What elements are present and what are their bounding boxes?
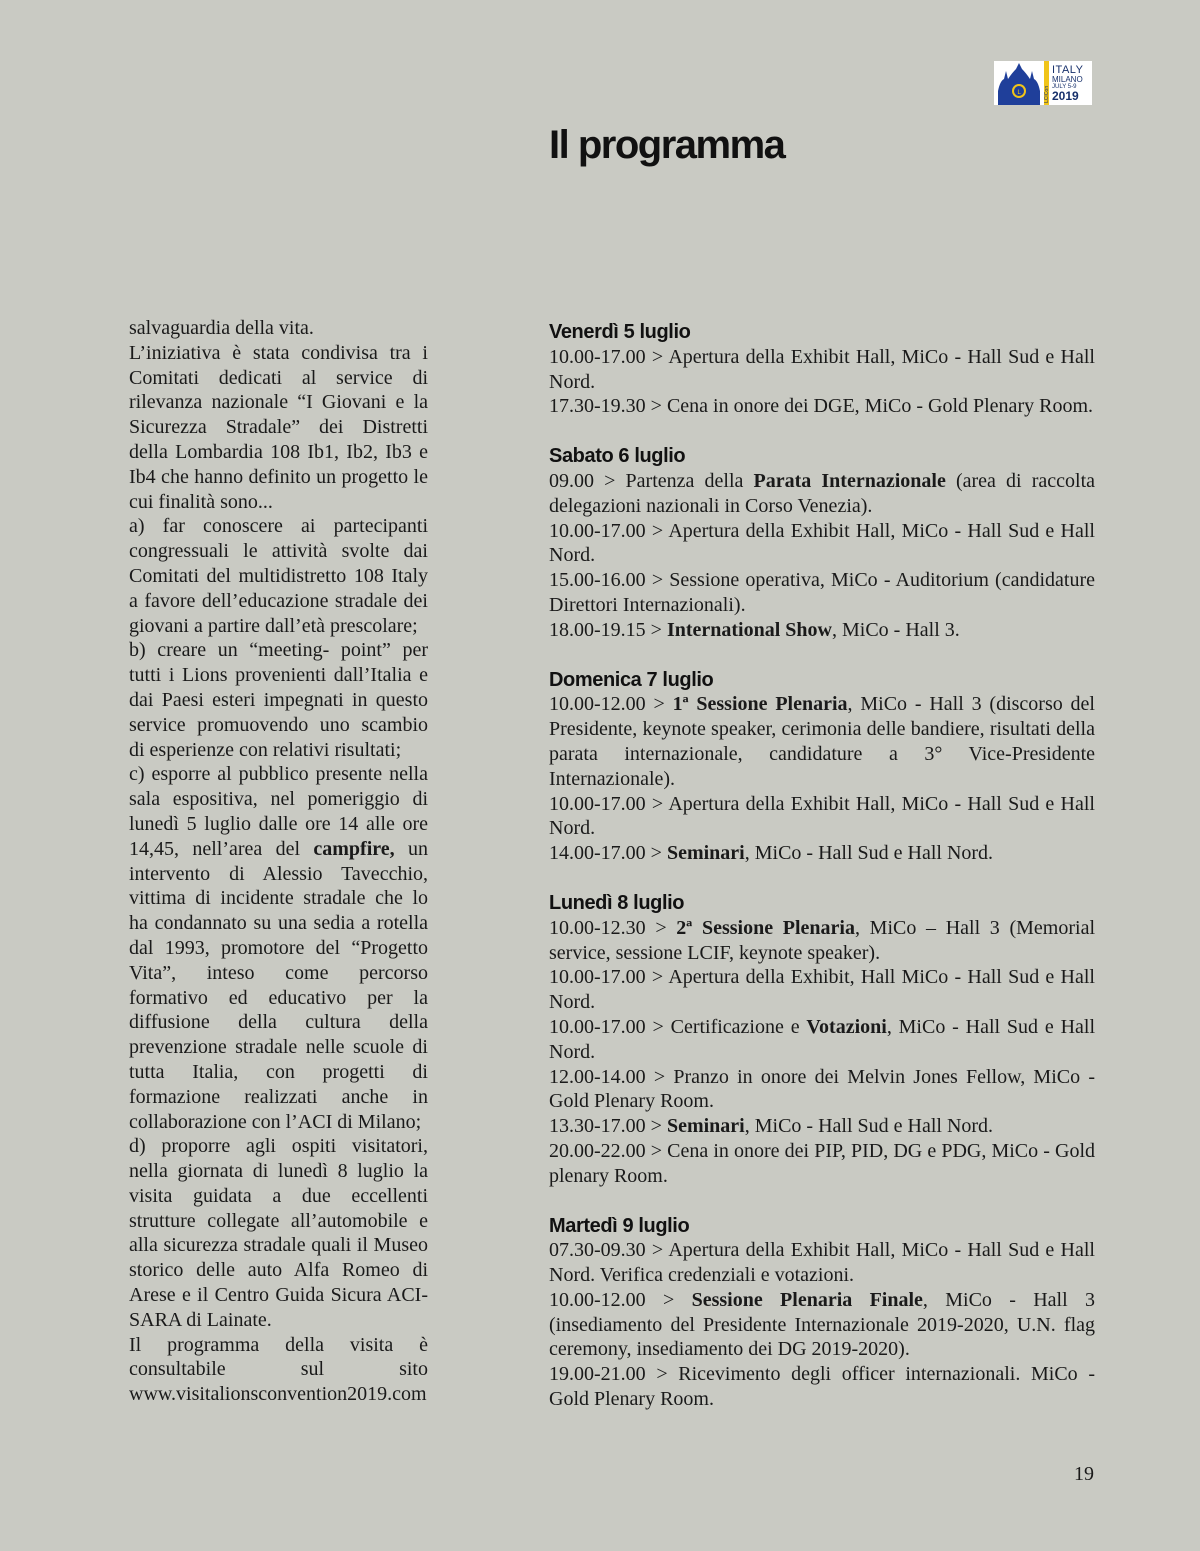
paragraph: L’iniziativa è stata condivisa tra i Comitati dedicati al service di rilevanza nazionale “I Giovani e la Sicurezza Stradale” dei Distretti della Lombardia 108 Ib1, Ib2, Ib3 e Ib4 che hanno definito un progetto le cui finalità sono...: [129, 341, 428, 513]
event-highlight: Parata Internazionale: [753, 469, 946, 492]
schedule-entry: 14.00-17.00 > Seminari, MiCo - Hall Sud e Hall Nord.: [549, 842, 994, 865]
day-section: [549, 444, 1095, 642]
schedule-entry: 10.00-17.00 > Apertura della Exhibit Hall, MiCo - Hall Sud e Hall Nord.: [549, 519, 1095, 567]
event-highlight: 2ª Sessione Plenaria: [676, 916, 855, 939]
schedule-entry: 07.30-09.30 > Apertura della Exhibit Hall, MiCo - Hall Sud e Hall Nord. Verifica credenziali e votazioni.: [549, 1239, 1095, 1287]
logo-wordmark: [1049, 61, 1092, 105]
schedule-entry: 17.30-19.30 > Cena in onore dei DGE, MiCo - Gold Plenary Room.: [549, 395, 1093, 418]
bold-term: campfire,: [313, 837, 395, 860]
day-section: [549, 668, 1095, 866]
day-heading: Domenica 7 luglio: [549, 668, 714, 691]
day-heading: Lunedì 8 luglio: [549, 891, 685, 914]
svg-text:L: L: [1017, 89, 1021, 96]
day-heading: Martedì 9 luglio: [549, 1214, 690, 1237]
schedule-entry: 10.00-17.00 > Apertura della Exhibit Hall, MiCo - Hall Sud e Hall Nord.: [549, 792, 1095, 840]
event-highlight: International Show: [666, 618, 832, 641]
logo-city: MILANO: [1052, 74, 1083, 84]
paragraph: b) creare un “meeting- point” per tutti i Lions provenienti dall’Italia e dai Paesi esteri impegnati in questo service promuovendo uno scambio di esperienze con relativi risultati;: [129, 639, 428, 761]
day-heading: Sabato 6 luglio: [549, 445, 686, 468]
schedule-entry: 09.00 > Partenza della Parata Internazionale (area di raccolta delegazioni nazionali in Corso Venezia).: [549, 469, 1096, 517]
paragraph: d) proporre agli ospiti visitatori, nella giornata di lunedì 8 luglio la visita guidata a due eccellenti strutture collegate all’automobile e alla sicurezza stradale quali il Museo storico delle auto Alfa Romeo di Arese e il Centro Guida Sicura ACI-SARA di Lainate.: [129, 1135, 428, 1331]
schedule-entry: 10.00-17.00 > Certificazione e Votazioni, MiCo - Hall Sud e Hall Nord.: [549, 1015, 1095, 1063]
logo-dates: JULY 5-9: [1052, 83, 1077, 90]
page-number: 19: [1074, 1463, 1094, 1485]
event-highlight: Seminari: [666, 1115, 745, 1138]
schedule-entry: 18.00-19.15 > International Show, MiCo - Hall 3.: [549, 618, 960, 641]
paragraph: salvaguardia della vita.: [129, 317, 314, 339]
schedule-entry: 19.00-21.00 > Ricevimento degli officer internazionali. MiCo - Gold Plenary Room.: [549, 1363, 1095, 1411]
svg-text:LCICon: LCICon: [1044, 85, 1050, 103]
day-section: [549, 891, 1095, 1189]
schedule-entry: 10.00-17.00 > Apertura della Exhibit Hall, MiCo - Hall Sud e Hall Nord.: [549, 345, 1095, 393]
logo-accent-bar: [1044, 61, 1049, 105]
schedule-entry: 10.00-12.30 > 2ª Sessione Plenaria, MiCo – Hall 3 (Memorial service, sessione LCIF, keynote speaker).: [549, 916, 1096, 964]
event-highlight: 1ª Sessione Plenaria: [672, 693, 848, 716]
event-logo: [994, 61, 1092, 105]
day-section: [549, 320, 1095, 419]
day-section: [549, 1214, 1095, 1412]
event-highlight: Seminari: [666, 842, 745, 865]
paragraph: c) esporre al pubblico presente nella sala espositiva, nel pomeriggio di lunedì 5 luglio dalle ore 14 alle ore 14,45, nell’area del campfire, un intervento di Alessio Tavecchio, vittima di incidente stradale che lo ha condannato su una sedia a rotella dal 1993, promotore del “Progetto Vita”, inteso come percorso formativo ed educativo per la diffusione della cultura della prevenzione stradale nelle scuole di tutta Italia, con progetti di formazione realizzati anche in collaborazione con l’ACI di Milano;: [129, 763, 429, 1133]
schedule-entry: 10.00-17.00 > Apertura della Exhibit, Hall MiCo - Hall Sud e Hall Nord.: [549, 966, 1095, 1014]
event-highlight: Sessione Plenaria Finale: [691, 1288, 923, 1311]
schedule-entry: 20.00-22.00 > Cena in onore dei PIP, PID, DG e PDG, MiCo - Gold plenary Room.: [549, 1139, 1095, 1187]
page-title: Il programma: [549, 123, 785, 167]
schedule-entry: 15.00-16.00 > Sessione operativa, MiCo - Auditorium (candidature Direttori Internazionali).: [549, 569, 1095, 616]
paragraph: a) far conoscere ai partecipanti congressuali le attività svolte dai Comitati del multidistretto 108 Italy a favore dell’educazione stradale dei giovani a partire dall’età prescolare;: [129, 515, 428, 637]
day-heading: Venerdì 5 luglio: [549, 321, 691, 343]
schedule-entry: 12.00-14.00 > Pranzo in onore dei Melvin Jones Fellow, MiCo - Gold Plenary Room.: [549, 1065, 1095, 1113]
schedule-entry: 10.00-12.00 > 1ª Sessione Plenaria, MiCo - Hall 3 (discorso del Presidente, keynote speaker, cerimonia delle bandiere, risultati della parata internazionale, candidature a 3° Vice-Presidente Internazionale).: [549, 693, 1095, 790]
logo-country: ITALY: [1052, 63, 1084, 76]
schedule-entry: 10.00-12.00 > Sessione Plenaria Finale, MiCo - Hall 3 (insediamento del Presidente Internazionale 2019-2020, U.N. flag ceremony, insediamento dei DG 2019-2020).: [549, 1288, 1095, 1361]
schedule-entry: 13.30-17.00 > Seminari, MiCo - Hall Sud e Hall Nord.: [549, 1115, 994, 1138]
left-column-text: [129, 316, 428, 1407]
paragraph: Il programma della visita è consultabile sul sito www.visitalionsconvention2019.com: [129, 1333, 428, 1406]
lions-emblem-icon: [994, 61, 1044, 105]
event-highlight: Votazioni: [806, 1015, 887, 1038]
program-schedule: [549, 320, 1095, 1437]
logo-year: 2019: [1052, 88, 1079, 103]
